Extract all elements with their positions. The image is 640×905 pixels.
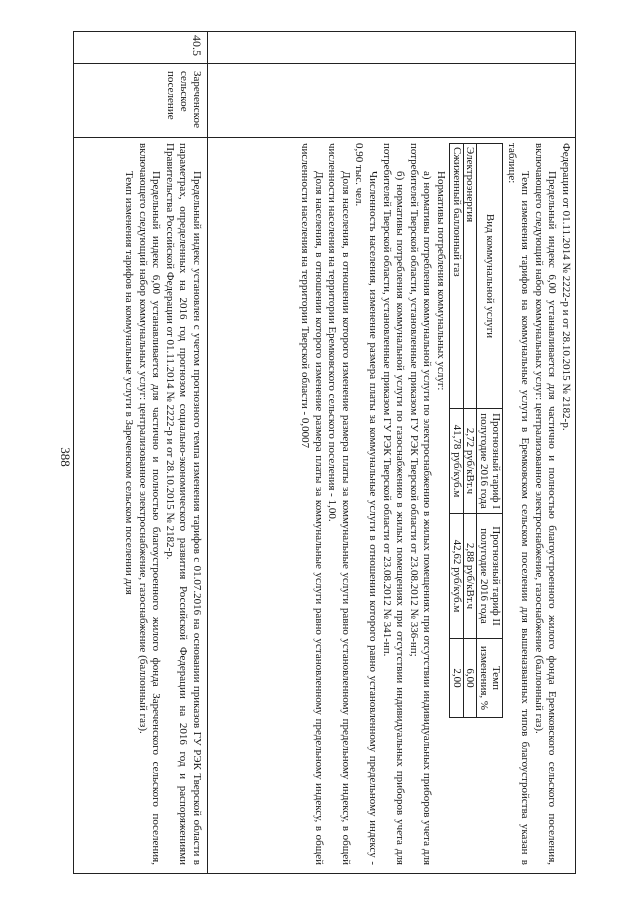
settlement-name: Зареченское сельское поселение [165, 71, 203, 128]
table-row [450, 144, 464, 718]
paragraph: а) нормативы потребления коммунальной услуги по электроснабжению в жилых помещениях при отсутствии индивидуальных приборов учета для потребителей Тверской области, установленные приказом ГУ РЭК Тверской области от 23.08.2012 № 336-нп; [407, 143, 434, 865]
paragraph: Предельный индекс установлен с учетом прогнозного темпа изменения тарифов с 01.07.2016 на основании приказов ГУ РЭК Тверской области в параметрах, определенных на 2016 год прогнозом социально-экономического развития Российской Федерации на 2016 год и распоряжениями Правительства Российской Федерации от 01.11.2014 № 2222-р и от 28.10.2015 № 2182-р. [163, 143, 203, 865]
paragraph: Доля населения, в отношении которого изменение размера платы за коммунальные услуги равно установленному предельному индексу, в общей численности населения на территории Еремковского сельского поселения - 1,00. [326, 143, 352, 865]
row-next-content [121, 143, 203, 865]
paragraph: Нормативы потребления коммунальных услуг: [435, 171, 448, 391]
row-prev-content [298, 143, 573, 865]
table-cell: 2,72 руб/кВт.ч [463, 409, 477, 514]
table-cell: 6,00 [463, 639, 477, 718]
paragraph: Темп изменения тарифов на коммунальные услуги в Еремковском сельском поселении для вышеназванных типов благоустройства указан в таблице: [505, 143, 532, 865]
table-cell: 2,00 [450, 639, 464, 718]
page-number: 388 [58, 447, 73, 467]
paragraph: Численность населения, изменение размера платы за коммунальные услуги в отношении которого равно установленному предельному индексу - 0,90 тыс. чел. [353, 143, 380, 865]
table-header: Темп изменения, % [477, 639, 503, 718]
table-header: Прогнозный тариф II полугодие 2016 года [477, 514, 503, 639]
table-header: Вид коммунальной услуги [477, 144, 503, 409]
paragraph: Федерации от 01.11.2014 № 2222-р и от 28.10.2015 № 2182-р. [560, 143, 572, 431]
table-cell: 2,88 руб/кВт.ч [463, 514, 477, 639]
table-cell: Сжиженный баллонный газ [450, 144, 464, 409]
paragraph: Доля населения, в отношении которого изменение размера платы за коммунальные услуги равно установленному предельному индексу, в общей численности населения на территории Тверской области - 0,0007 [299, 143, 325, 865]
tariff-table [449, 143, 503, 718]
paragraph: б) нормативы потребления коммунальной услуги по газоснабжению в жилых помещениях при отсутствии индивидуальных приборов учета для потребителей Тверской области, установленные приказом ГУ РЭК Тверской области от 23.08.2012 № 341-нп. [380, 143, 407, 865]
rotated-table-block [73, 31, 576, 874]
paragraph: Темп изменения тарифов на коммунальные услуги в Зареченском сельском поселении для [123, 171, 136, 595]
row-number: 40.5 [190, 35, 204, 56]
column-divider [73, 63, 576, 64]
table-header: Прогнозный тариф I полугодие 2016 года [477, 409, 503, 514]
table-cell: 42,62 руб/куб.м [450, 514, 464, 639]
table-cell: Электроэнергия [463, 144, 477, 409]
table-cell: 41,78 руб/куб.м [450, 409, 464, 514]
paragraph: Предельный индекс 6,00 устанавливается для частично и полностью благоустроенного жилого фонда Еремковского сельского поселения, включающего следующий набор коммунальных услуг: централизованное электроснабжение, газоснабжение (баллонный газ). [532, 143, 559, 865]
paragraph: Предельный индекс 6,00 устанавливается для частично и полностью благоустроенного жилого фонда Зареченского сельского поселения, включающего следующий набор коммунальных услуг: централизованное электроснабжение, газоснабжение (баллонный газ). [136, 143, 163, 865]
row-divider [207, 31, 208, 874]
table-row [463, 144, 477, 718]
column-divider [73, 137, 576, 138]
table-header-row [477, 144, 503, 718]
